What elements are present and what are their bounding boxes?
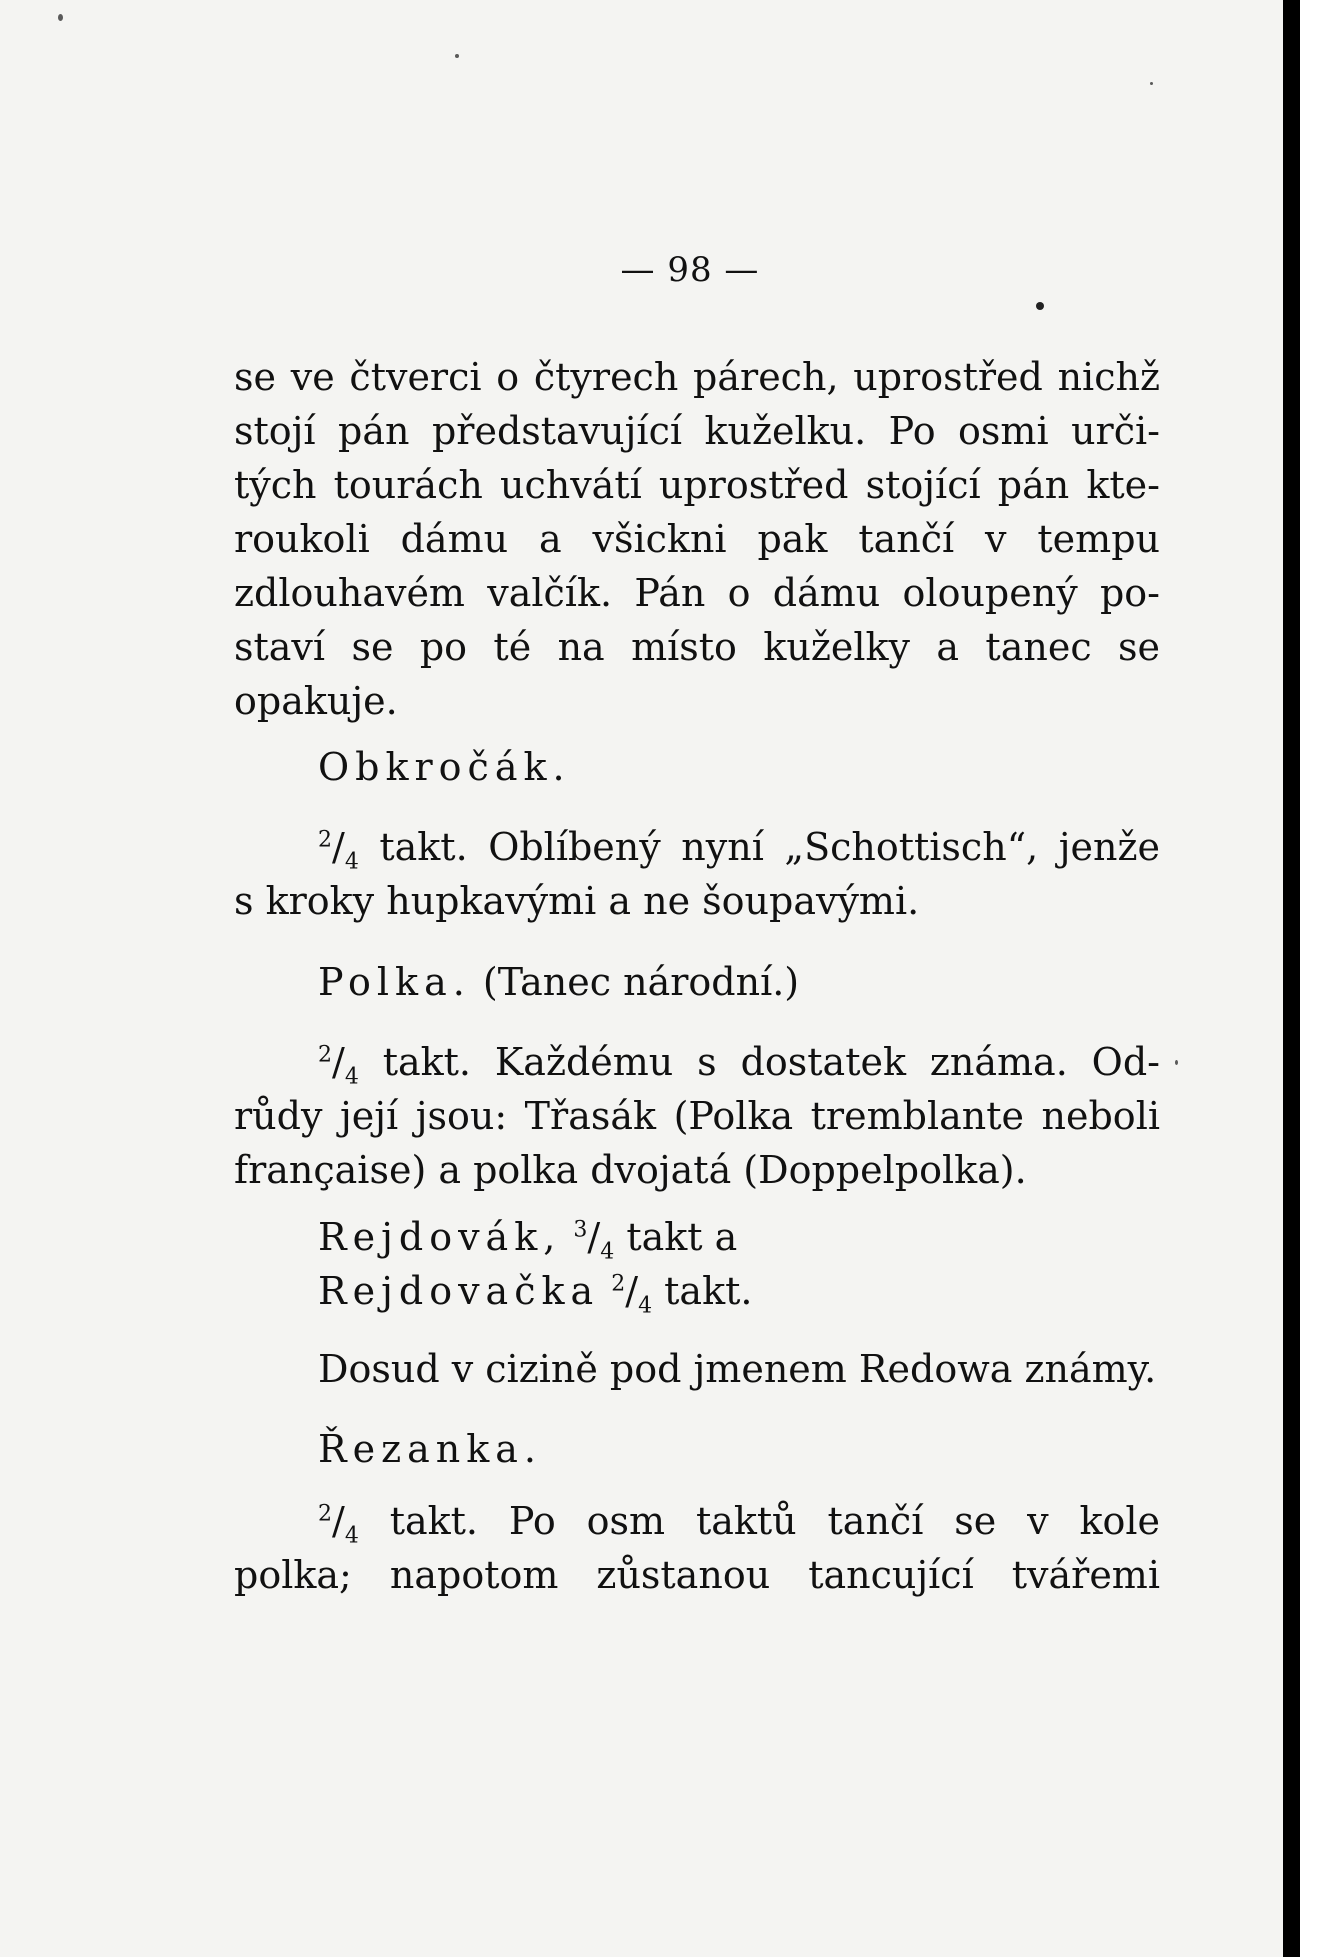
scan-edge-border xyxy=(1283,0,1300,1957)
text-line: $^2/_4$ takt. Oblíbený nyní „Schottisch“, jenže xyxy=(318,825,1160,875)
text-line: $^2/_4$ takt. Po osm taktů tančí se v kole xyxy=(318,1499,1160,1549)
text-line: stojí pán představující kuželku. Po osmi urči- xyxy=(234,409,1160,453)
section-rejdovak-body xyxy=(234,1342,1160,1396)
text-line: s kroky hupkavými a ne šoupavými. xyxy=(234,879,920,923)
text-line: zdlouhavém valčík. Pán o dámu oloupený po- xyxy=(234,571,1160,615)
print-speck xyxy=(1036,302,1044,310)
fraction-numerator: 2 xyxy=(318,1042,332,1068)
scan-margin xyxy=(1300,0,1326,1957)
section-heading: Řezanka. xyxy=(318,1427,543,1471)
section-heading: Rejdovačka xyxy=(318,1269,600,1313)
section-heading-note: (Tanec národní.) xyxy=(470,960,800,1004)
section-heading: Rejdovák, xyxy=(318,1215,562,1259)
text-line: Dosud v cizině pod jmenem Redowa známy. xyxy=(318,1347,1157,1391)
print-speck xyxy=(58,14,63,21)
text-line: růdy její jsou: Třasák (Polka tremblante neboli xyxy=(234,1094,1160,1138)
intro-paragraph xyxy=(234,350,1160,728)
text-line: opakuje. xyxy=(234,679,398,723)
fraction-numerator: 2 xyxy=(318,1501,332,1527)
text-line: se ve čtverci o čtyrech párech, uprostřed nichž xyxy=(234,355,1160,399)
fraction-denominator: 4 xyxy=(344,1064,359,1090)
page-number: — 98 — xyxy=(620,250,760,290)
section-heading-line xyxy=(234,955,1160,1009)
section-heading-suffix: takt a xyxy=(614,1215,738,1259)
text-line-content: takt. Po osm taktů tančí se v kole xyxy=(358,1499,1160,1543)
fraction-denominator: 4 xyxy=(638,1293,653,1319)
text-line: tých tourách uchvátí uprostřed stojící pán kte- xyxy=(234,463,1160,507)
section-heading-suffix: takt. xyxy=(652,1269,753,1313)
print-speck xyxy=(1150,82,1153,85)
text-line: $^2/_4$ takt. Každému s dostatek známa. Od- xyxy=(318,1040,1160,1090)
text-line: polka; napotom zůstanou tancující tvářemi xyxy=(234,1553,1160,1597)
section-rezanka xyxy=(234,1422,1160,1476)
fraction-numerator: 3 xyxy=(573,1217,588,1243)
text-line: staví se po té na místo kuželky a tanec se xyxy=(234,625,1160,669)
section-heading-line: Rejdovák, $^3/_4$ takt a xyxy=(318,1215,738,1265)
fraction-denominator: 4 xyxy=(600,1239,615,1265)
section-polka xyxy=(234,955,1160,1009)
text-line-content: takt. Každému s dostatek známa. Od- xyxy=(358,1040,1160,1084)
section-obkrocak xyxy=(234,740,1160,794)
text-line-content: takt. Oblíbený nyní „Schottisch“, jenže xyxy=(358,825,1160,869)
fraction-numerator: 2 xyxy=(611,1271,626,1297)
section-rezanka-body xyxy=(234,1494,1160,1602)
section-polka-body xyxy=(234,1035,1160,1197)
fraction-denominator: 4 xyxy=(344,849,359,875)
fraction-numerator: 2 xyxy=(318,827,332,853)
section-obkrocak-body xyxy=(234,820,1160,928)
section-rejdovak xyxy=(234,1210,1160,1318)
fraction-denominator: 4 xyxy=(344,1523,359,1549)
text-line: française) a polka dvojatá (Doppelpolka). xyxy=(234,1148,1027,1192)
print-speck xyxy=(1175,1060,1178,1065)
section-heading: Polka. xyxy=(318,960,471,1004)
print-speck xyxy=(455,54,459,58)
section-heading: Obkročák. xyxy=(318,745,571,789)
section-heading-line: Rejdovačka $^2/_4$ takt. xyxy=(318,1269,753,1319)
text-line: roukoli dámu a všickni pak tančí v tempu xyxy=(234,517,1160,561)
